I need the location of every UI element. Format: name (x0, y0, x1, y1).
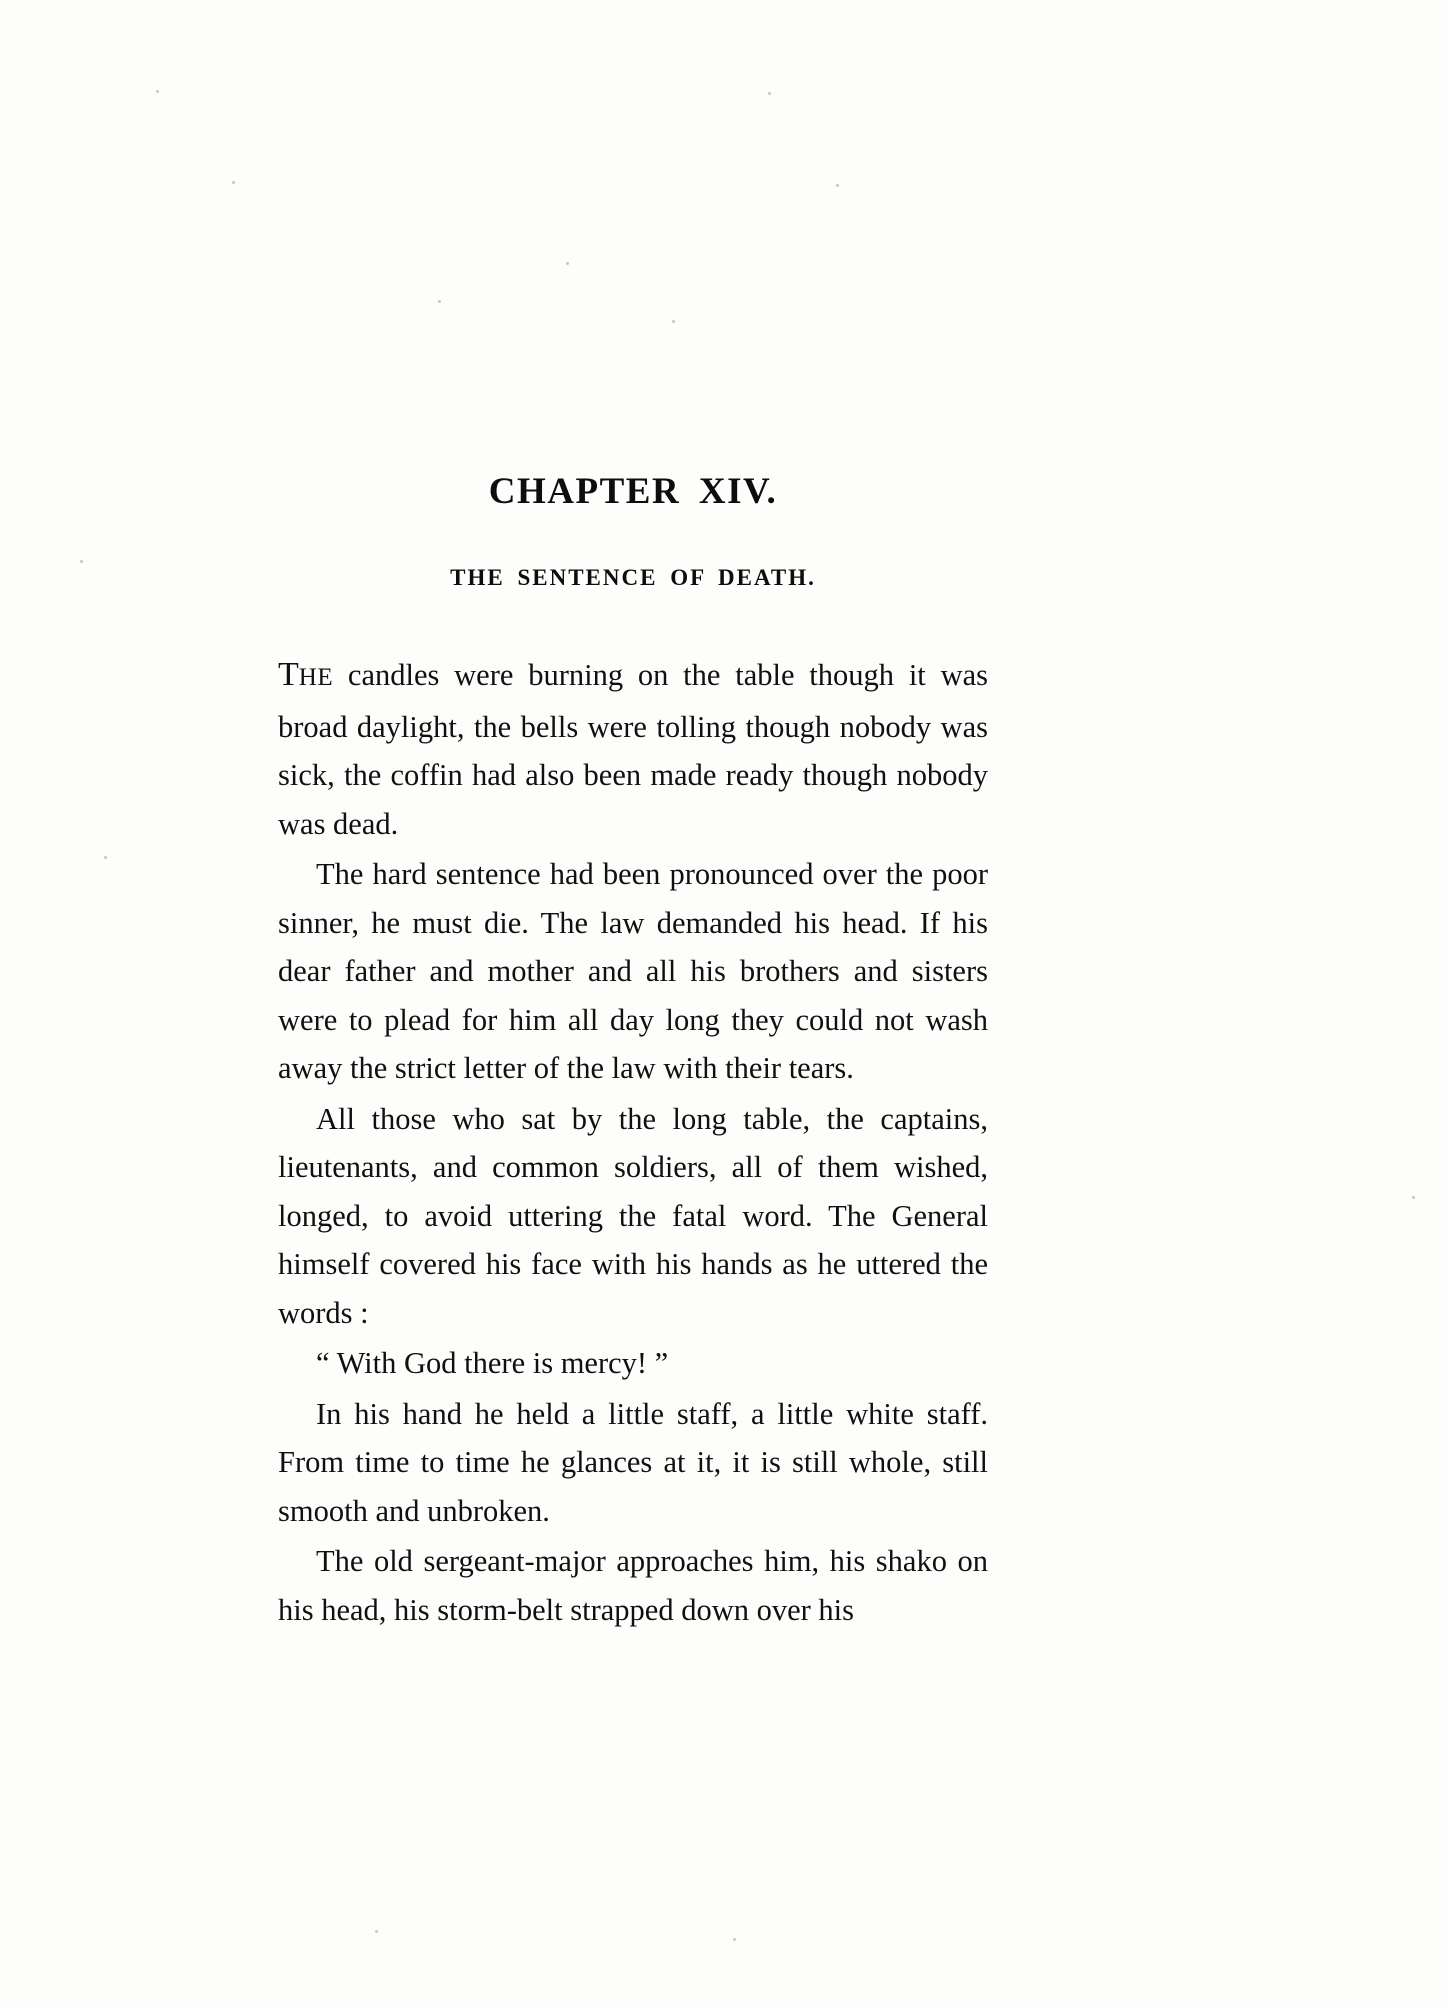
paragraph-lead-caps: HE (298, 664, 334, 691)
scan-speck (1412, 1196, 1415, 1199)
scan-speck (733, 1938, 736, 1941)
section-title-rest: SENTENCE OF DEATH. (517, 565, 816, 590)
paragraph-text: The hard sentence had been pronounced over the poor sinner, he must die. The law demanded his head. If his dear father and mother and all his brothers and sisters were to plead for him all day long they could not wash away the strict letter of the law with their tears. (278, 857, 988, 1085)
paragraph-text: The old sergeant-major approaches him, his shako on his head, his storm-belt strapped down over his (278, 1544, 988, 1627)
paragraph-quote (278, 1339, 988, 1388)
section-title (278, 565, 988, 591)
scan-speck (566, 262, 569, 265)
paragraph-lead-initial: T (278, 656, 299, 693)
chapter-heading: CHAPTER XIV. (488, 471, 778, 512)
scan-speck (438, 300, 441, 303)
paragraph (278, 1537, 988, 1634)
scan-speck (836, 184, 839, 187)
scan-speck (156, 90, 159, 93)
paragraph (278, 1390, 988, 1536)
paragraph (278, 1095, 988, 1338)
scan-speck (768, 92, 771, 95)
section-title-lead: THE (450, 565, 505, 590)
paragraph-text: “ With God there is mercy! ” (316, 1346, 669, 1380)
paragraph (278, 850, 988, 1093)
scan-speck (232, 181, 235, 184)
paragraph-text: All those who sat by the long table, the captains, lieutenants, and common soldiers, all of them wished, longed, to avoid uttering the fatal word. The General himself covered his face with his hands as he uttered the words : (278, 1101, 988, 1330)
scan-speck (672, 320, 675, 323)
page-text-block (278, 470, 988, 1636)
scan-speck (375, 1930, 378, 1933)
scan-speck (80, 560, 83, 563)
paragraph-text: In his hand he held a little staff, a little white staff. From time to time he glances at it, it is still whole, still smooth and unbroken. (278, 1396, 988, 1528)
paragraph (278, 651, 988, 848)
scan-speck (104, 856, 107, 859)
paragraph-text: candles were burning on the table though it was broad daylight, the bells were tolling though nobody was sick, the coffin had also been made ready though nobody was dead. (278, 658, 988, 841)
